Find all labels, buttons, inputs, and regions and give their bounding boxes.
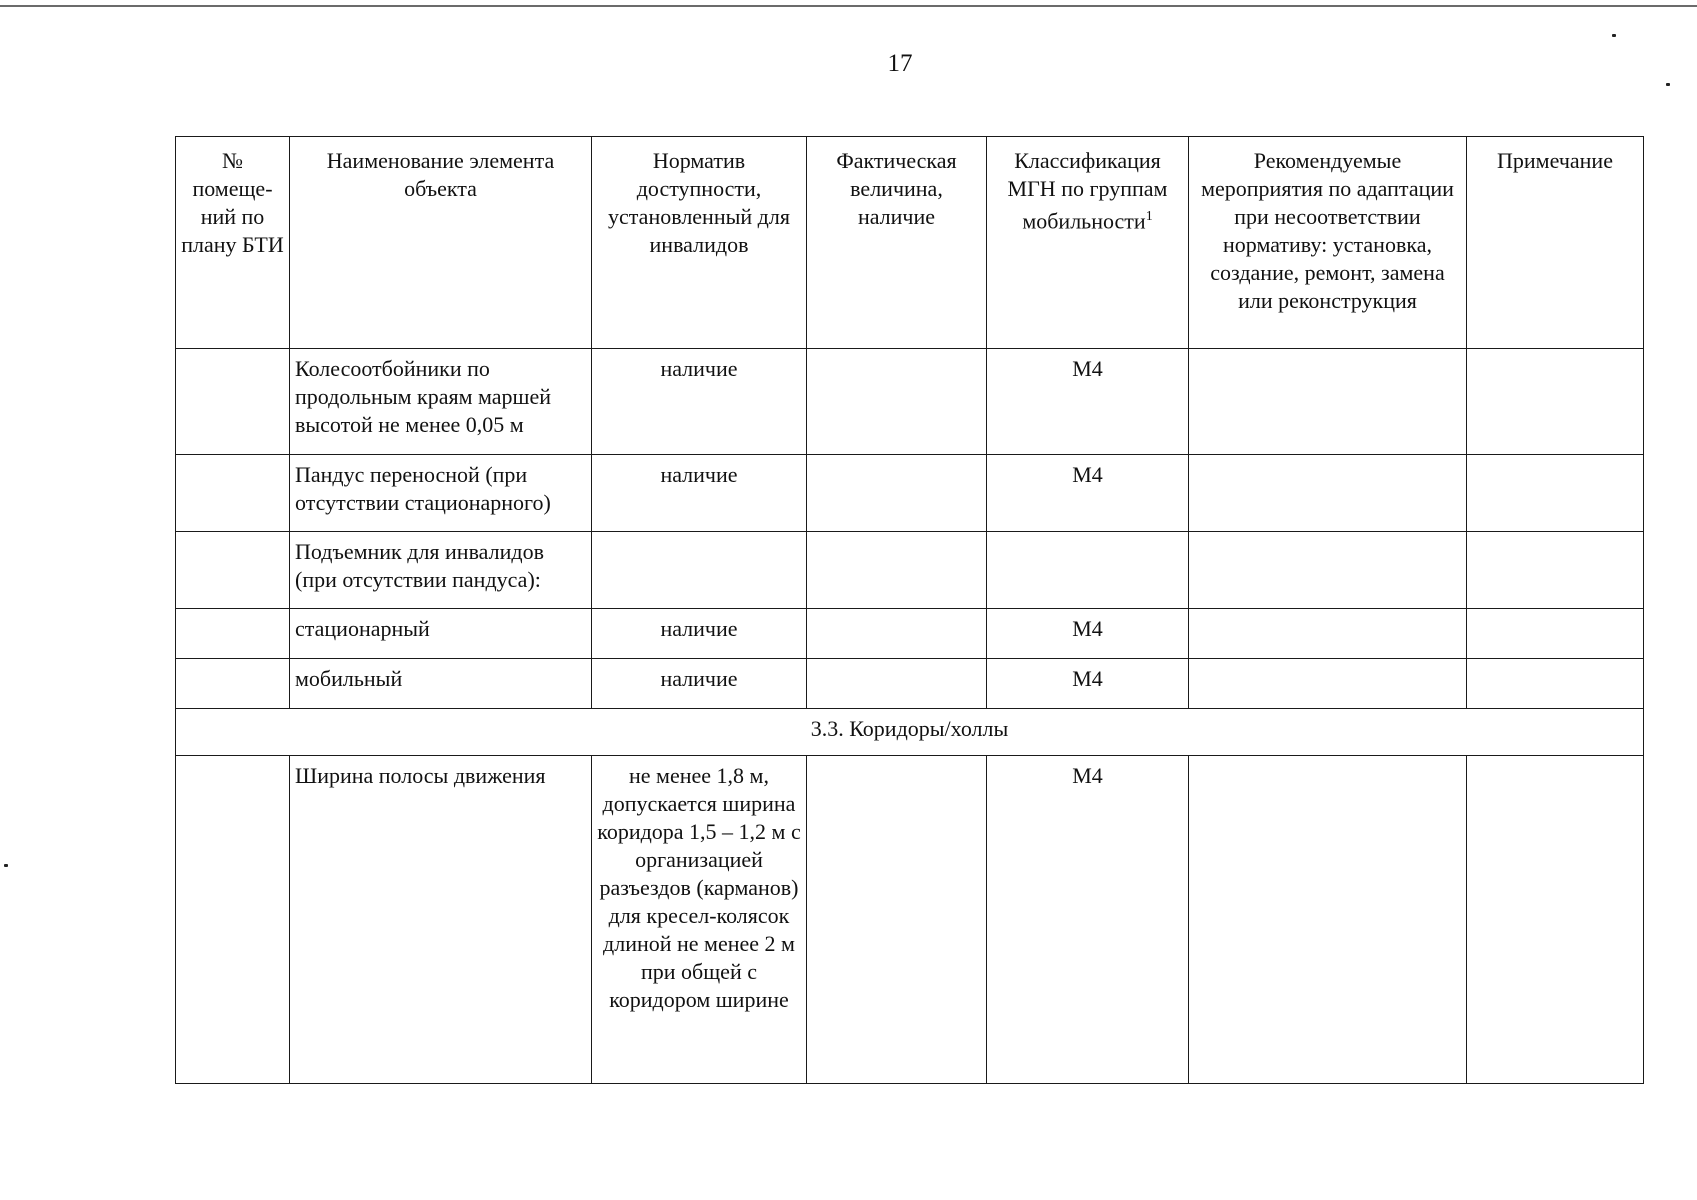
header-mgn-text: Классификация МГН по группам мобильности [1007, 148, 1168, 234]
page-number: 17 [887, 50, 913, 77]
section-title: 3.3. Коридоры/холлы [176, 709, 1644, 756]
element-cell: Пандус переносной (при отсутствии стационарного) [290, 455, 592, 532]
note-cell [1467, 609, 1644, 659]
mgn-cell: М4 [987, 609, 1189, 659]
section-heading-row [176, 709, 1644, 756]
mgn-cell [987, 532, 1189, 609]
actual-cell [807, 659, 987, 709]
norm-cell: наличие [592, 609, 807, 659]
room-cell [176, 659, 290, 709]
actual-cell [807, 756, 987, 1084]
table-row [176, 349, 1644, 455]
mgn-cell: М4 [987, 659, 1189, 709]
header-actual-value: Фактическая величина, наличие [807, 137, 987, 349]
measures-cell [1189, 659, 1467, 709]
norm-cell: наличие [592, 455, 807, 532]
note-cell [1467, 756, 1644, 1084]
room-cell [176, 756, 290, 1084]
element-cell: стационарный [290, 609, 592, 659]
room-cell [176, 455, 290, 532]
room-cell [176, 532, 290, 609]
header-mgn-classification [987, 137, 1189, 349]
header-room-number: № помеще-ний по плану БТИ [176, 137, 290, 349]
top-border-line [0, 5, 1697, 7]
header-recommended-measures: Рекомендуемые мероприятия по адаптации при несоответствии нормативу: установка, создание, ремонт, замена или реконструкция [1189, 137, 1467, 349]
room-cell [176, 349, 290, 455]
note-cell [1467, 349, 1644, 455]
element-cell: мобильный [290, 659, 592, 709]
element-cell: Подъемник для инвалидов (при отсутствии пандуса): [290, 532, 592, 609]
mgn-cell: М4 [987, 756, 1189, 1084]
measures-cell [1189, 455, 1467, 532]
actual-cell [807, 532, 987, 609]
table-row [176, 609, 1644, 659]
accessibility-table [175, 136, 1644, 1084]
note-cell [1467, 532, 1644, 609]
actual-cell [807, 455, 987, 532]
measures-cell [1189, 756, 1467, 1084]
footnote-mark: 1 [1145, 209, 1153, 224]
norm-cell: наличие [592, 659, 807, 709]
actual-cell [807, 609, 987, 659]
norm-cell [592, 532, 807, 609]
table-header-row [176, 137, 1644, 349]
measures-cell [1189, 349, 1467, 455]
norm-cell: не менее 1,8 м, допускается ширина коридора 1,5 – 1,2 м с организацией разъездов (карманов) для кресел-колясок длиной не менее 2 м при общей с коридором ширине [592, 756, 807, 1084]
note-cell [1467, 455, 1644, 532]
element-cell: Ширина полосы движения [290, 756, 592, 1084]
note-cell [1467, 659, 1644, 709]
scan-speck [4, 864, 8, 867]
room-cell [176, 609, 290, 659]
header-note: Примечание [1467, 137, 1644, 349]
scan-speck [1612, 34, 1616, 37]
table-row [176, 659, 1644, 709]
actual-cell [807, 349, 987, 455]
header-accessibility-norm: Норматив доступности, установленный для инвалидов [592, 137, 807, 349]
mgn-cell: М4 [987, 349, 1189, 455]
table-row [176, 455, 1644, 532]
element-cell: Колесоотбойники по продольным краям маршей высотой не менее 0,05 м [290, 349, 592, 455]
table-row [176, 532, 1644, 609]
norm-cell: наличие [592, 349, 807, 455]
mgn-cell: М4 [987, 455, 1189, 532]
measures-cell [1189, 609, 1467, 659]
scan-speck [1666, 83, 1670, 86]
measures-cell [1189, 532, 1467, 609]
table-row [176, 756, 1644, 1084]
header-element-name: Наименование элемента объекта [290, 137, 592, 349]
